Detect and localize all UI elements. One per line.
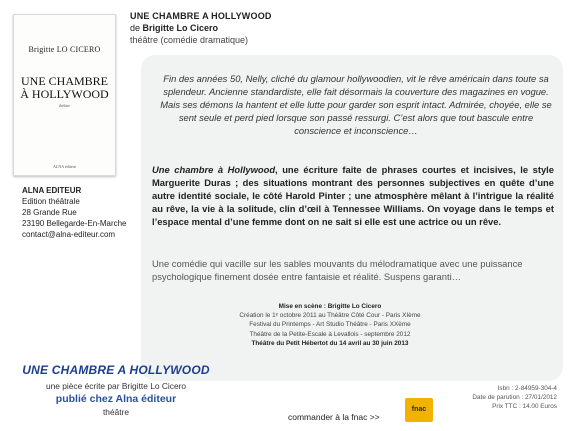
by-prefix: de	[130, 23, 141, 33]
cover-title-line2: À HOLLYWOOD	[20, 87, 109, 101]
publisher-info	[22, 185, 127, 240]
publisher-name: ALNA EDITEUR	[22, 186, 82, 195]
credit-line1: Création le 1ᵉ octobre 2011 au Théâtre Côté Cour - Paris XIème	[239, 312, 421, 320]
credit-line4: Théâtre du Petit Hébertot du 14 avril au 30 juin 2013	[251, 339, 409, 347]
header-genre: théâtre (comédie dramatique)	[130, 35, 249, 45]
footer-title: UNE CHAMBRE A HOLLYWOOD	[22, 363, 210, 377]
mise-en-scene: Mise en scène : Brigitte Lo Cicero	[278, 303, 382, 310]
cover-title-line1: UNE CHAMBRE	[20, 74, 108, 88]
footer-genre: théâtre	[102, 407, 130, 417]
credit-line3: Théâtre de la Petite-Escale à Levallois - septembre 2012	[249, 330, 411, 338]
publisher-line3: 23190 Bellegarde-En-Marche	[22, 219, 127, 228]
footer-subtitle: une pièce écrite par Brigitte Lo Cicero	[45, 381, 187, 391]
publisher-line1: Edition théâtrale	[22, 197, 80, 206]
intro-text: Fin des années 50, Nelly, cliché du glamour hollywoodien, vit le rêve américain dans toute sa splendeur. Ancienne standardiste, elle fait désormais la couverture des magazines en vogue. Mais ses démons la hantent et elle lutte pour garder son esprit intact. Admirée, choyée, elle se sent seule et perd pied lorsque son passé ressurgi. C’est alors que tout bascule entre conscience et inconscience…	[160, 73, 552, 137]
publication-date: Date de parution : 27/01/2012	[472, 394, 557, 402]
summary-paragraph: Une comédie qui vacille sur les sables mouvants du mélodramatique avec une puissance psychologique finement dosée entre fantaisie et réalité. Suspens garanti…	[152, 258, 523, 283]
page-title: UNE CHAMBRE A HOLLYWOOD	[130, 11, 272, 21]
header	[130, 10, 272, 46]
description-title: Une chambre à Hollywood	[152, 164, 276, 175]
cover-subtitle: théâtre	[59, 103, 70, 108]
footer-published: publié chez Alna éditeur	[55, 393, 177, 405]
cover-publisher: ALNA éditeur	[53, 164, 76, 169]
publisher-line2: 28 Grande Rue	[22, 208, 77, 217]
publisher-email[interactable]: contact@alna-editeur.com	[22, 230, 116, 239]
book-cover	[13, 14, 116, 176]
book-details	[463, 384, 557, 412]
production-credits	[200, 302, 460, 348]
isbn: Isbn : 2-84959-304-4	[497, 385, 557, 392]
order-link[interactable]: commander à la fnac >>	[288, 412, 380, 422]
cover-author: Brigitte LO CICERO	[28, 45, 101, 54]
description-paragraph	[152, 163, 554, 228]
description-text: , une écriture faite de phrases courtes et incisives, le style Marguerite Duras ; des situations montrant des personnes subjectives en quête d’une autre identité sociale, le côté Harold Pinter ; une atmosphère mêlant à l’intrigue la réalité au rêve, la vie à la solitude, clin d’œil à Tennessee Williams. On voyage dans le temps et l’espace mental d’une femme dont on ne sait si elle est une actrice ou un rêve.	[152, 164, 554, 228]
price: Prix TTC : 14.00 Euros	[492, 403, 557, 411]
fnac-logo[interactable]: fnac	[405, 398, 433, 422]
cover-title	[14, 75, 115, 101]
header-author-line	[130, 22, 272, 34]
footer-summary	[0, 363, 232, 417]
header-author: Brigitte Lo Cicero	[142, 23, 219, 33]
credit-line2: Festival du Printemps - Art Studio Théâtre - Paris XXème	[249, 321, 411, 329]
